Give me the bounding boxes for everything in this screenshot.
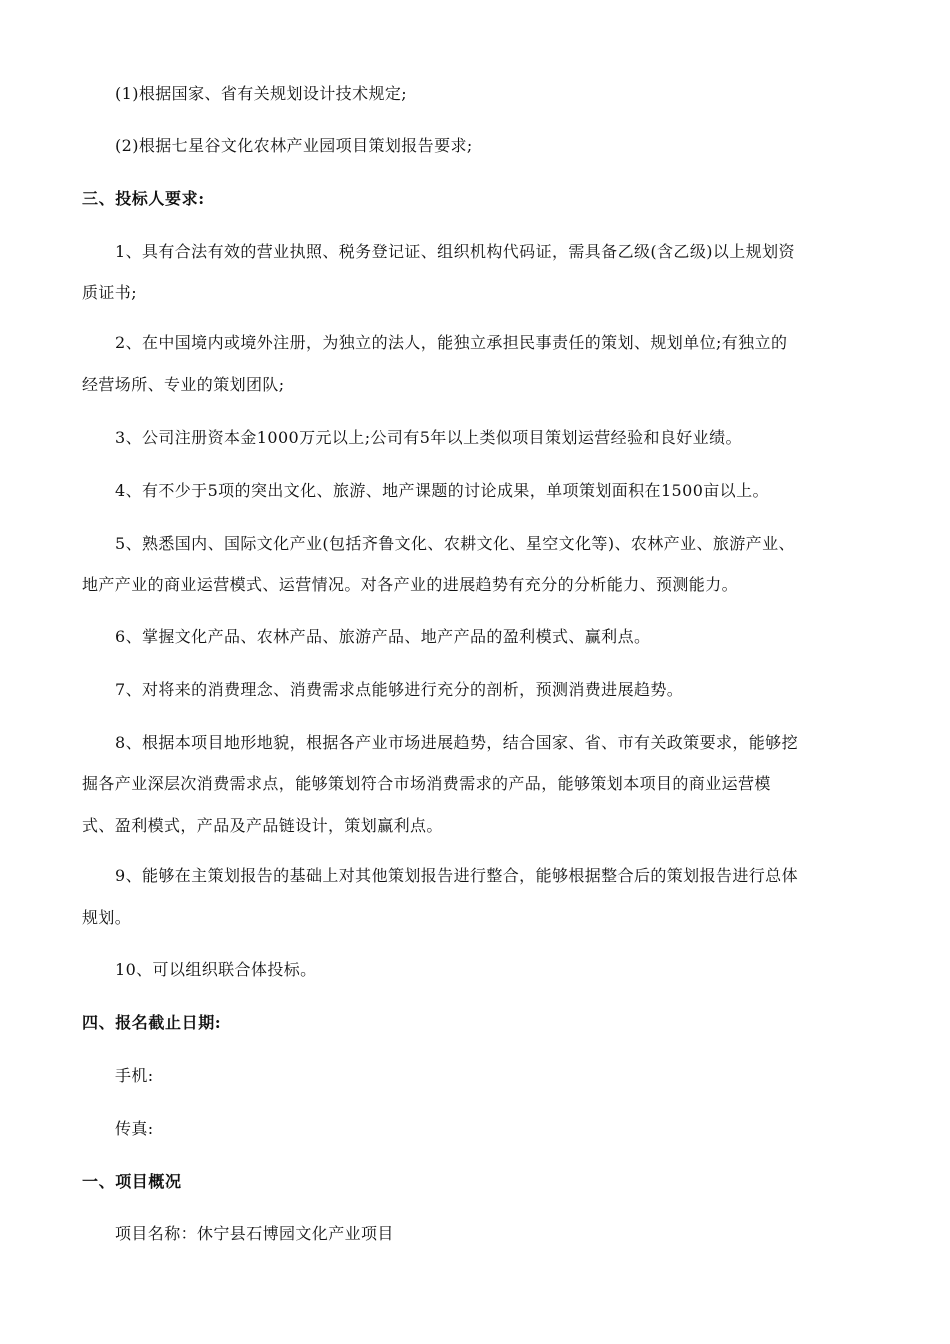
requirement-6: 6、掌握文化产品、农林产品、旅游产品、地产产品的盈利模式、赢利点。 [115,627,651,646]
phone-label: 手机: [115,1066,154,1085]
requirement-7: 7、对将来的消费理念、消费需求点能够进行充分的剖析，预测消费进展趋势。 [115,680,684,699]
requirement-3: 3、公司注册资本金1000万元以上;公司有5年以上类似项目策划运营经验和良好业绩。 [115,428,742,447]
section-heading-project-overview: 一、项目概况 [82,1172,182,1191]
requirement-2-line-1: 2、在中国境内或境外注册，为独立的法人，能独立承担民事责任的策划、规划单位;有独立的 [115,333,788,352]
requirement-8-line-1: 8、根据本项目地形地貌，根据各产业市场进展趋势，结合国家、省、市有关政策要求，能够挖 [115,733,798,752]
section-heading-deadline: 四、报名截止日期: [82,1013,222,1032]
requirement-basis-1: (1)根据国家、省有关规划设计技术规定; [115,84,408,103]
requirement-9-line-2: 规划。 [82,908,132,927]
requirement-5-line-1: 5、熟悉国内、国际文化产业(包括齐鲁文化、农耕文化、星空文化等)、农林产业、旅游产业、 [115,534,795,553]
project-name: 项目名称：休宁县石博园文化产业项目 [115,1224,394,1243]
requirement-10: 10、可以组织联合体投标。 [115,960,317,979]
requirement-basis-2: (2)根据七星谷文化农林产业园项目策划报告要求; [115,136,473,155]
requirement-1-line-2: 质证书; [82,283,137,302]
requirement-1-line-1: 1、具有合法有效的营业执照、税务登记证、组织机构代码证，需具备乙级(含乙级)以上规划资 [115,242,795,261]
requirement-4: 4、有不少于5项的突出文化、旅游、地产课题的讨论成果，单项策划面积在1500亩以上。 [115,481,769,500]
requirement-5-line-2: 地产产业的商业运营模式、运营情况。对各产业的进展趋势有充分的分析能力、预测能力。 [82,575,739,594]
requirement-8-line-2: 掘各产业深层次消费需求点，能够策划符合市场消费需求的产品，能够策划本项目的商业运营模 [82,774,771,793]
requirement-8-line-3: 式、盈利模式，产品及产品链设计，策划赢利点。 [82,816,443,835]
requirement-9-line-1: 9、能够在主策划报告的基础上对其他策划报告进行整合，能够根据整合后的策划报告进行总体 [115,866,798,885]
fax-label: 传真: [115,1119,154,1138]
section-heading-bidder-requirements: 三、投标人要求: [82,189,205,208]
requirement-2-line-2: 经营场所、专业的策划团队; [82,375,285,394]
